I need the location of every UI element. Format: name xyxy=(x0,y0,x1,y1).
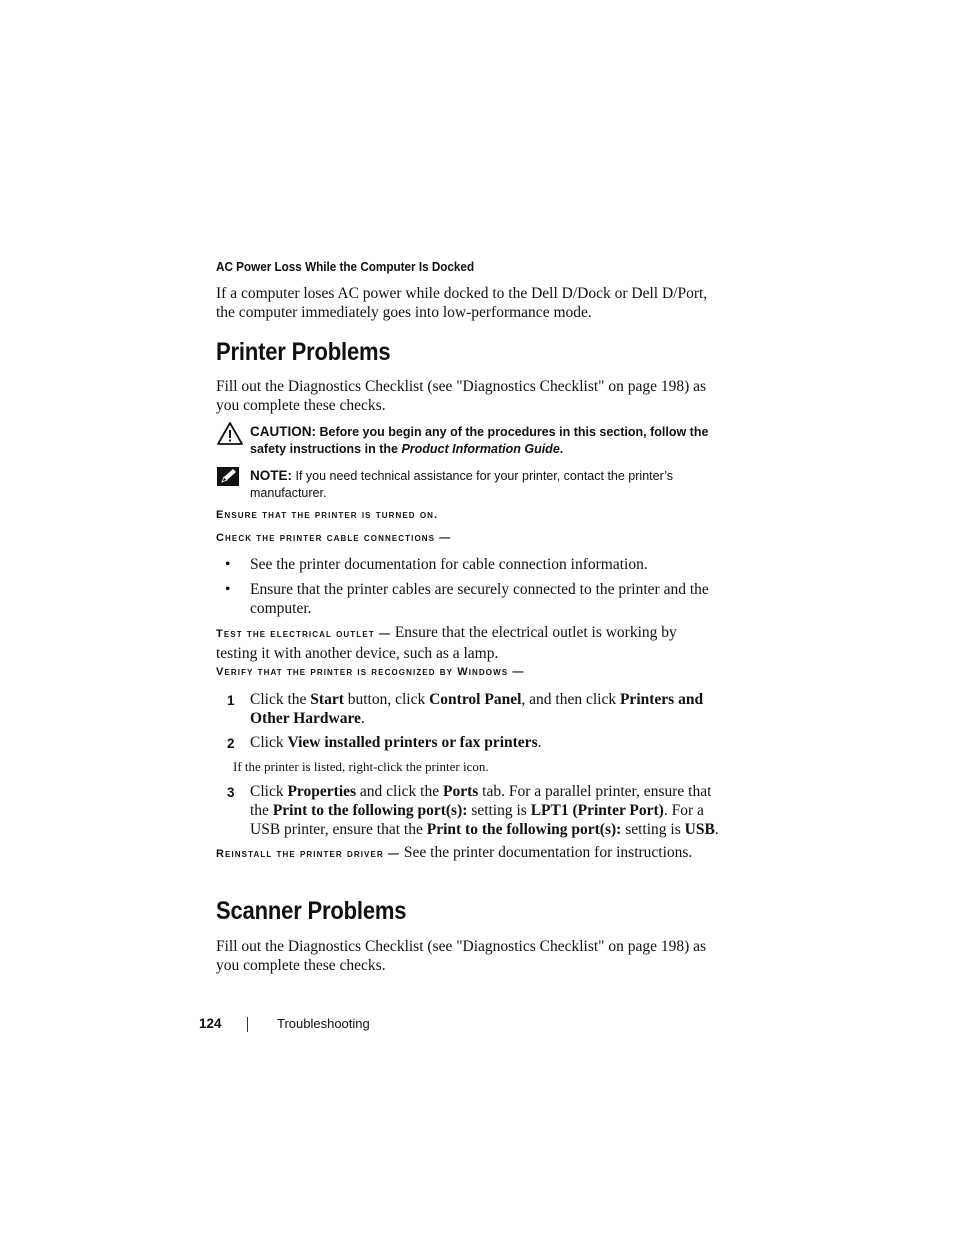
step-number: 2 xyxy=(227,736,235,751)
bullet-text: See the printer documentation for cable connection information. xyxy=(250,556,648,573)
note-label: NOTE: xyxy=(250,468,292,483)
page-number: 124 xyxy=(199,1016,222,1031)
step-text-part: . xyxy=(537,734,542,751)
caution-body: Before you begin any of the procedures in this section, follow the safety instructions in the xyxy=(250,425,709,456)
step-text xyxy=(250,733,720,752)
step-text-part: setting is xyxy=(621,821,685,838)
step-text-part: setting is xyxy=(467,802,531,819)
caution-text xyxy=(250,423,720,458)
bullet-mark: • xyxy=(225,581,231,598)
ui-term-ports: Ports xyxy=(443,783,479,800)
step-number: 3 xyxy=(227,785,235,800)
section-subheading: AC Power Loss While the Computer Is Docked xyxy=(216,259,475,274)
step-text-part: Click xyxy=(250,783,288,800)
caution-guide-title: Product Information Guide xyxy=(401,442,560,456)
ui-term-properties: Properties xyxy=(287,783,357,800)
ui-term-control-panel: Control Panel xyxy=(429,691,522,708)
scanner-intro-paragraph: Fill out the Diagnostics Checklist (see "Diagnostics Checklist" on page 198) as you complete these checks. xyxy=(216,938,707,974)
step-text-part: Click xyxy=(250,734,288,751)
ui-term-print-to-port: Print to the following port(s): xyxy=(426,821,622,838)
step-text-part: , and then click xyxy=(521,691,620,708)
reinstall-driver-paragraph xyxy=(216,843,716,864)
test-outlet-label: Test the electrical outlet — xyxy=(216,628,391,640)
step-text-part: . xyxy=(714,821,719,838)
caution-triangle-icon xyxy=(216,421,244,447)
check-cable-connections: Check the printer cable connections — xyxy=(216,532,452,544)
ac-power-paragraph: If a computer loses AC power while docked to the Dell D/Dock or Dell D/Port, the computer immediately goes into low-performance mode. xyxy=(216,285,708,321)
step-text-part: Click the xyxy=(250,691,311,708)
test-outlet-text: Ensure that the electrical outlet is working by testing it with another device, such as a lamp. xyxy=(216,624,677,662)
reinstall-driver-label: Reinstall the printer driver — xyxy=(216,848,401,860)
step-text xyxy=(250,782,720,839)
printer-listed-note: If the printer is listed, right-click the printer icon. xyxy=(233,759,489,774)
bullet-mark: • xyxy=(225,556,231,573)
ui-term-start: Start xyxy=(310,691,344,708)
note-body: If you need technical assistance for your printer, contact the printer’s manufacturer. xyxy=(250,469,674,500)
caution-end: . xyxy=(559,442,564,456)
pencil-note-icon xyxy=(216,465,244,491)
step-text xyxy=(250,690,720,728)
step-number: 1 xyxy=(227,693,235,708)
footer-section-title: Troubleshooting xyxy=(277,1016,370,1031)
ensure-printer-on: Ensure that the printer is turned on. xyxy=(216,509,439,521)
scanner-problems-heading: Scanner Problems xyxy=(216,897,407,925)
printer-problems-heading: Printer Problems xyxy=(216,338,391,366)
printer-intro-paragraph: Fill out the Diagnostics Checklist (see "Diagnostics Checklist" on page 198) as you complete these checks. xyxy=(216,378,707,414)
step-text-part: button, click xyxy=(343,691,430,708)
step-text-part: . xyxy=(360,710,365,727)
step-text-part: tab. For a parallel printer, ensure that the xyxy=(250,783,712,819)
test-outlet-paragraph xyxy=(216,623,716,663)
ui-term-view-installed-printers: View installed printers or fax printers xyxy=(287,734,538,751)
ui-term-print-to-port: Print to the following port(s): xyxy=(272,802,468,819)
page-footer xyxy=(199,1016,716,1036)
reinstall-driver-text: See the printer documentation for instructions. xyxy=(403,844,693,861)
footer-divider xyxy=(247,1017,248,1032)
step-text-part: and click the xyxy=(356,783,443,800)
ui-term-usb: USB xyxy=(684,821,715,838)
verify-printer-recognized: Verify that the printer is recognized by Windows — xyxy=(216,666,525,678)
note-text xyxy=(250,467,720,502)
step-text-part: . For a USB printer, ensure that the xyxy=(250,802,704,838)
ui-term-lpt1: LPT1 (Printer Port) xyxy=(530,802,664,819)
caution-label: CAUTION: xyxy=(250,424,316,439)
ui-term-printers-hardware: Printers and Other Hardware xyxy=(250,691,704,727)
bullet-text: Ensure that the printer cables are securely connected to the printer and the computer. xyxy=(250,581,709,617)
